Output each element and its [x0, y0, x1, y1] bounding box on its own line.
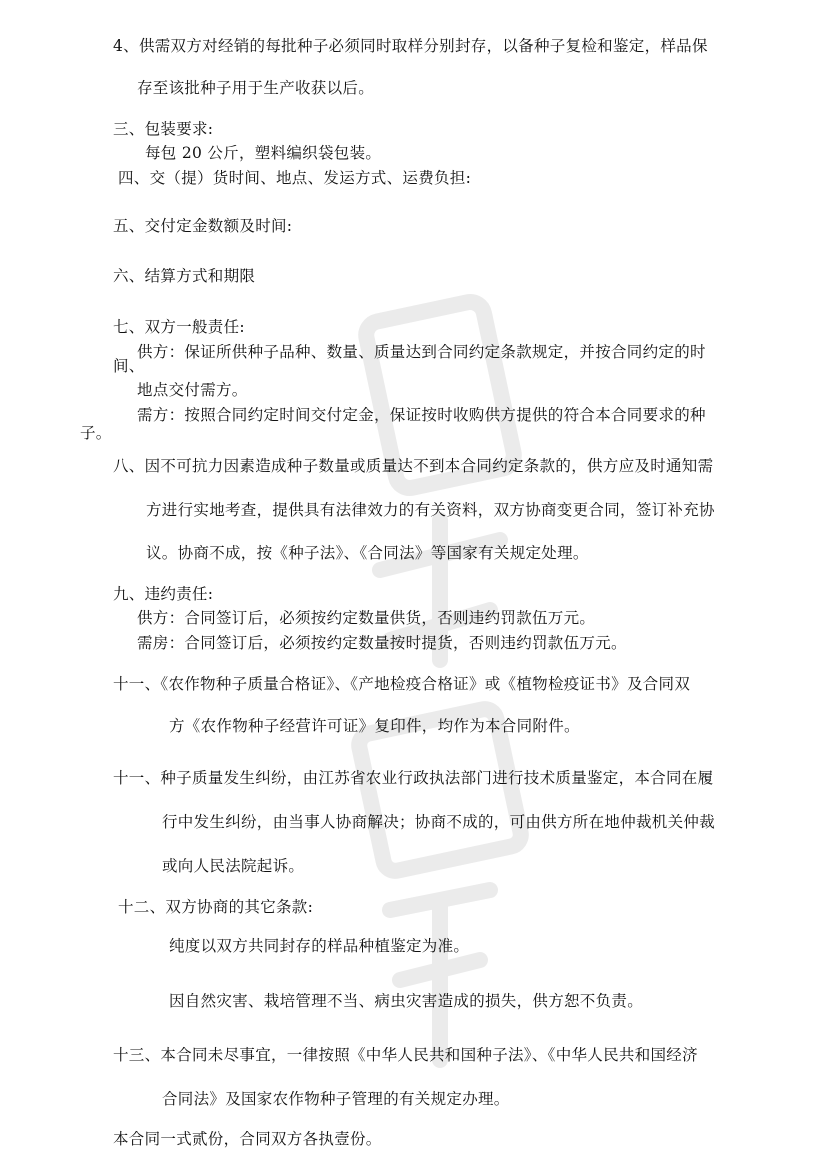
- section-4-title: 四、交（提）货时间、地点、发运方式、运费负担:: [118, 169, 472, 187]
- section-11b-line-3: 或向人民法院起诉。: [162, 857, 305, 875]
- section-6-title: 六、结算方式和期限: [113, 267, 256, 285]
- section-13-line-2: 合同法》及国家农作物种子管理的有关规定办理。: [162, 1090, 510, 1108]
- section-3-title: 三、包装要求:: [113, 120, 214, 138]
- section-11b-line-1: 十一、种子质量发生纠纷，由江苏省农业行政执法部门进行技术质量鉴定，本合同在履: [113, 769, 714, 787]
- section-11a-line-1: 十一、《农作物种子质量合格证》、《产地检疫合格证》或《植物检疫证书》及合同双: [113, 675, 691, 693]
- section-8-line-3: 议。协商不成，按《种子法》、《合同法》等国家有关规定处理。: [146, 544, 589, 562]
- section-9-buyer: 需房：合同签订后，必须按约定数量按时提货，否则违约罚款伍万元。: [137, 634, 627, 652]
- section-11a-line-2: 方《农作物种子经营许可证》复印件，均作为本合同附件。: [169, 717, 580, 735]
- section-8-line-1: 八、因不可抗力因素造成种子数量或质量达不到本合同约定条款的，供方应及时通知需: [113, 457, 714, 475]
- section-7-supplier-line-2: 间、: [113, 357, 145, 375]
- section-11b-line-2: 行中发生纠纷，由当事人协商解决；协商不成的，可由供方所在地仲裁机关仲裁: [162, 813, 716, 831]
- section-9-supplier: 供方：合同签订后，必须按约定数量供货，否则违约罚款伍万元。: [137, 609, 596, 627]
- section-13-line-1: 十三、本合同未尽事宜，一律按照《中华人民共和国种子法》、《中华人民共和国经济: [113, 1046, 698, 1064]
- section-8-line-2: 方进行实地考查，提供具有法律效力的有关资料，双方协商变更合同，签订补充协: [146, 501, 715, 519]
- section-7-title: 七、双方一般责任:: [113, 318, 245, 336]
- section-9-title: 九、违约责任:: [113, 585, 214, 603]
- section-3-body: 每包 20 公斤，塑料编织袋包装。: [145, 144, 382, 162]
- closing-line: 本合同一式贰份，合同双方各执壹份。: [113, 1130, 382, 1148]
- section-7-buyer-line-2: 子。: [80, 424, 112, 442]
- section-7-supplier-line-3: 地点交付需方。: [137, 381, 248, 399]
- section-7-supplier-line-1: 供方：保证所供种子品种、数量、质量达到合同约定条款规定，并按合同约定的时: [137, 343, 706, 361]
- item-4-line-1: 4、供需双方对经销的每批种子必须同时取样分别封存，以备种子复检和鉴定，样品保: [113, 37, 708, 55]
- item-4-line-2: 存至该批种子用于生产收获以后。: [137, 79, 375, 97]
- section-12-title: 十二、双方协商的其它条款:: [118, 898, 314, 916]
- section-5-title: 五、交付定金数额及时间:: [113, 217, 293, 235]
- section-12-line-1: 纯度以双方共同封存的样品种植鉴定为准。: [169, 937, 470, 955]
- section-12-line-2: 因自然灾害、栽培管理不当、病虫灾害造成的损失，供方恕不负责。: [169, 992, 644, 1010]
- section-7-buyer-line-1: 需方：按照合同约定时间交付定金，保证按时收购供方提供的符合本合同要求的种: [137, 406, 706, 424]
